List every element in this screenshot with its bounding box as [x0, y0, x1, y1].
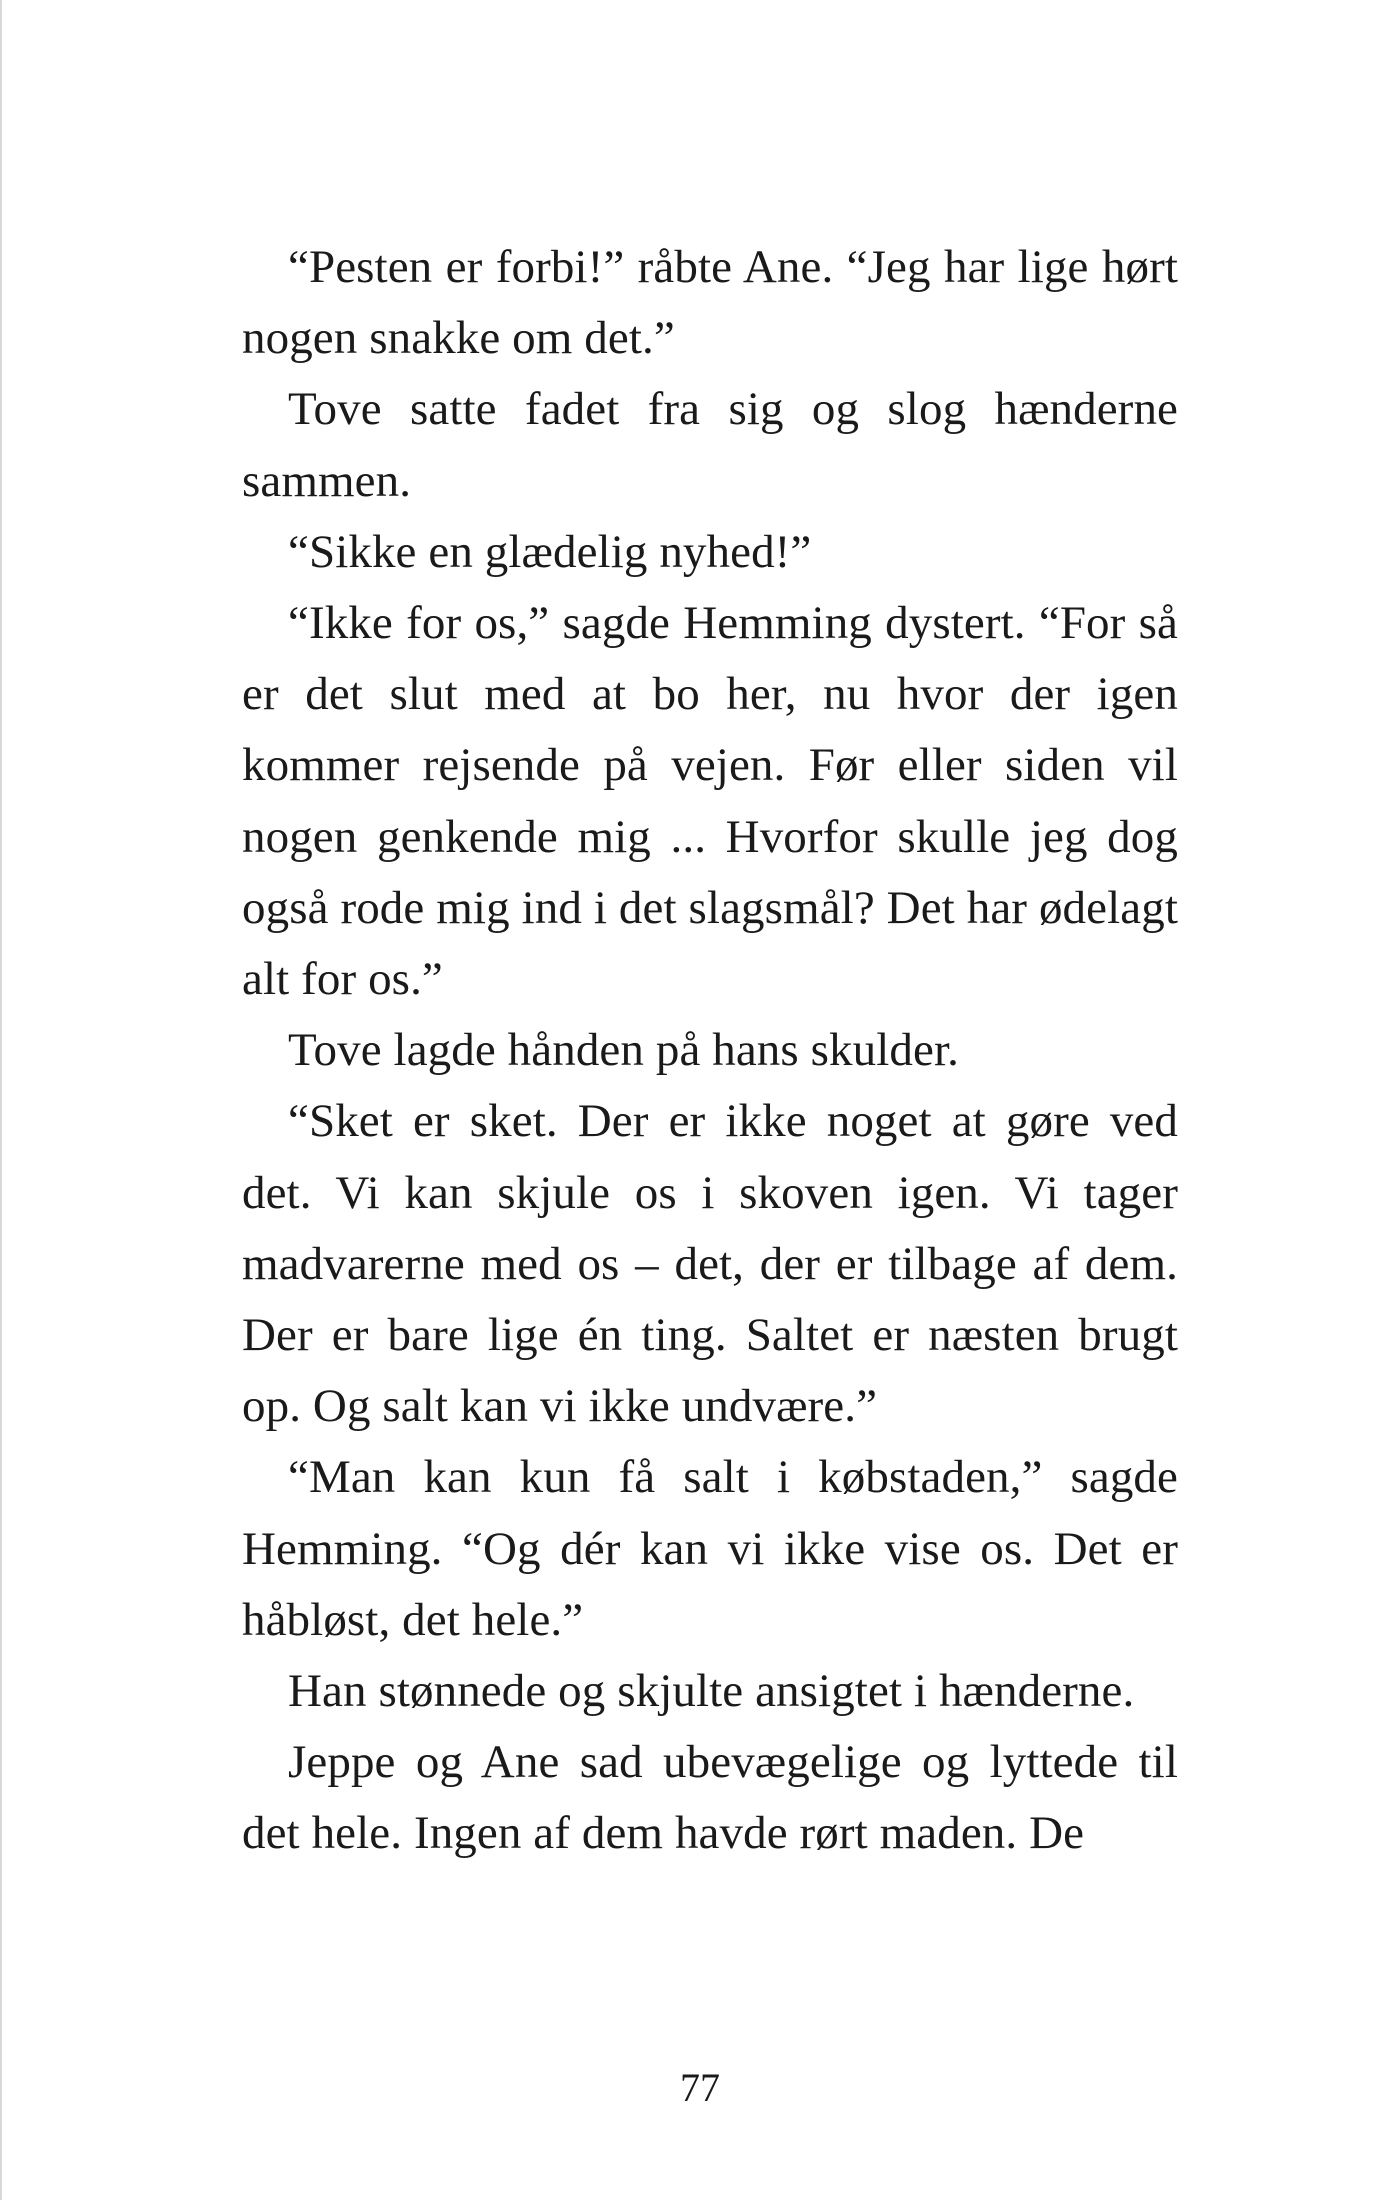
paragraph: “Man kan kun få salt i købstaden,” sagde Hemming. “Og dér kan vi ikke vise os. Det er håbløst, det hele.”: [242, 1451, 1178, 1646]
paragraph: Tove satte fadet fra sig og slog hænderne sammen.: [242, 383, 1178, 507]
page-number: 77: [680, 2065, 720, 2110]
paragraph: Han stønnede og skjulte ansigtet i hænderne.: [288, 1665, 1135, 1718]
paragraph: “Sikke en glædelig nyhed!”: [288, 525, 812, 578]
paragraph: “Pesten er forbi!” råbte Ane. “Jeg har lige hørt nogen snakke om det.”: [242, 241, 1178, 365]
paragraph: Tove lagde hånden på hans skulder.: [288, 1024, 959, 1077]
body-text: [242, 232, 1178, 1870]
paragraph: Jeppe og Ane sad ubevægelige og lyttede til det hele. Ingen af dem havde rørt maden. De: [242, 1736, 1178, 1860]
page-edge: [0, 0, 2, 2200]
paragraph: “Ikke for os,” sagde Hemming dystert. “For så er det slut med at bo her, nu hvor der igen kommer rejsende på vejen. Før eller siden vil nogen genkende mig ... Hvorfor skulle jeg dog også rode mig ind i det slagsmål? Det har ødelagt alt for os.”: [242, 597, 1178, 1006]
paragraph: “Sket er sket. Der er ikke noget at gøre ved det. Vi kan skjule os i skoven igen. Vi tager madvarerne med os – det, der er tilbage af dem. Der er bare lige én ting. Saltet er næsten brugt op. Og salt kan vi ikke undvære.”: [242, 1095, 1178, 1433]
